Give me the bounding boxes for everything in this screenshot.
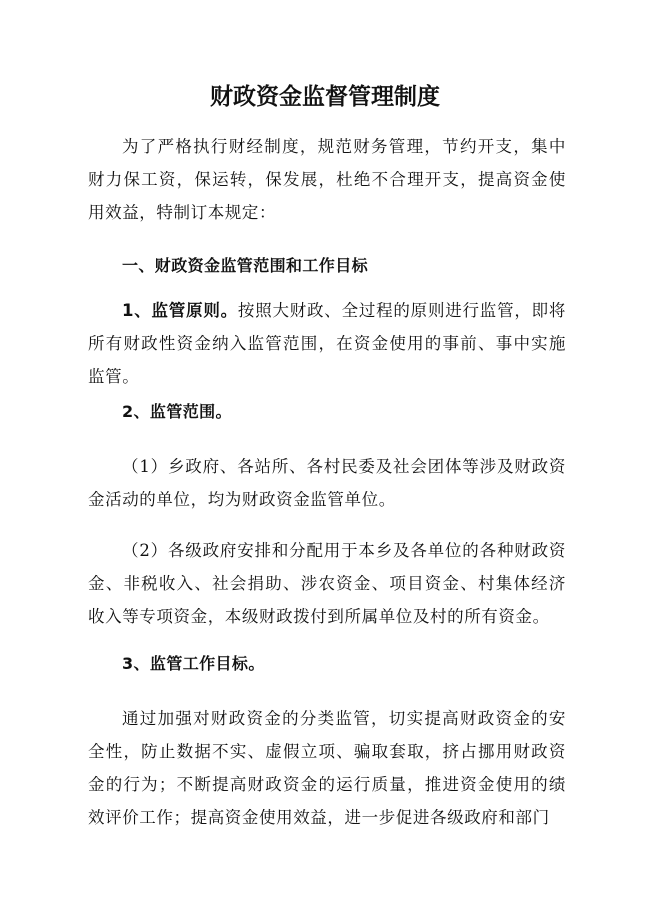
principle-label: 1、监管原则。 [122, 301, 238, 320]
scope-item-2: （2）各级政府安排和分配用于本乡及各单位的各种财政资金、非税收入、社会捐助、涉农资金、项目资金、村集体经济收入等专项资金，本级财政拨付到所属单位及村的所有资金。 [88, 541, 566, 626]
intro-paragraph: 为了严格执行财经制度，规范财务管理，节约开支，集中财力保工资，保运转，保发展，杜绝不合理开支，提高资金使用效益，特制订本规定： [88, 137, 566, 222]
principle-paragraph [88, 294, 566, 393]
section-heading-scope-and-goals: 一、财政资金监管范围和工作目标 [122, 256, 369, 275]
goal-paragraph: 通过加强对财政资金的分类监管，切实提高财政资金的安全性，防止数据不实、虚假立项、骗取套取，挤占挪用财政资金的行为；不断提高财政资金的运行质量，推进资金使用的绩效评价工作；提高资金使用效益，进一步促进各级政府和部门 [88, 709, 566, 827]
goal-heading: 3、监管工作目标。 [122, 654, 265, 673]
scope-item-1: （1）乡政府、各站所、各村民委及社会团体等涉及财政资金活动的单位，均为财政资金监管单位。 [88, 457, 566, 509]
principle-text: 按照大财政、全过程的原则进行监管，即将所有财政性资金纳入监管范围，在资金使用的事前、事中实施监管。 [88, 301, 566, 386]
document-title: 财政资金监督管理制度 [210, 84, 440, 110]
scope-heading: 2、监管范围。 [122, 402, 232, 421]
